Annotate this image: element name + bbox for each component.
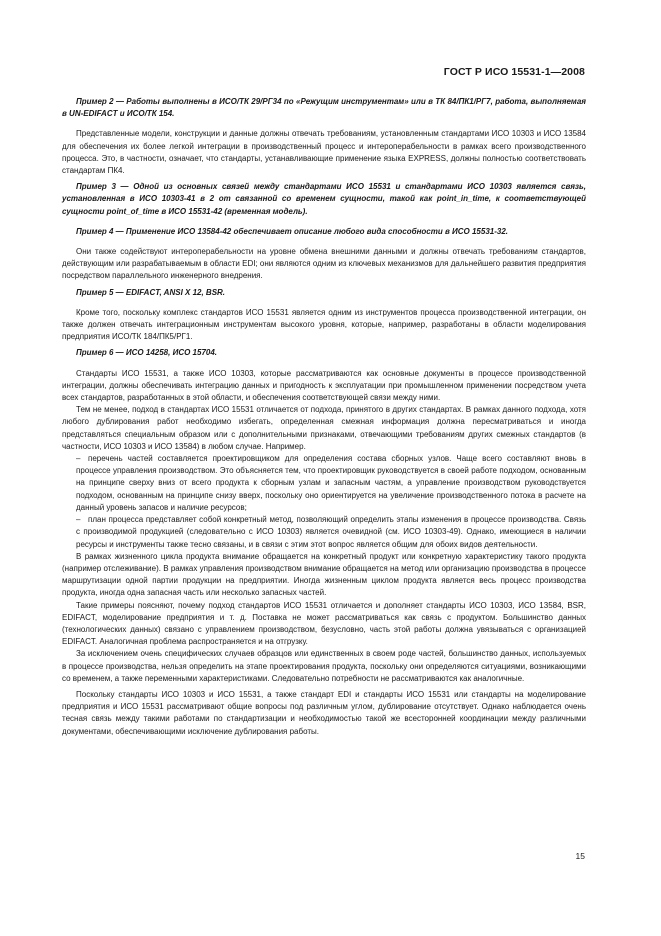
list-item-parts-list [62,453,586,514]
list-item-process-plan [62,514,586,551]
paragraph-exceptions: За исключением очень специфических случаев образцов или единственных в своем роде частей, большинство данных, используемых в процессе производства, нельзя определить на этапе проектирования продукта, поскольку они определяются ситуациями, возникающими со временем, а также переменными характеристиками. Следовательно потребности не рассматриваются как аналогичные. [62,649,586,683]
paragraph-approach-differs: Тем не менее, подход в стандартах ИСО 15531 отличается от подхода, принятого в других стандартах. В рамках данного подхода, хотя любого дублирования работ необходимо избегать, определенная смежная информация должна пересматриваться и иногда представляться специальным образом или с дополнительными признаками, отвечающими требованиям других смежных стандартов (в частности, ИСО 10303 и ИСО 13584) в любом случае. Например. [62,405,586,451]
example-2: Пример 2 — Работы выполнены в ИСО/ТК 29/РГ34 по «Режущим инструментам» или в ТК 84/ПК1/РГ7, работа, выполняемая в UN-EDIFACT и ИСО/ТК 154. [62,97,586,119]
list-item-text: перечень частей составляется проектировщиком для определения состава сборных узлов. Чаще всего составляют вновь в процессе управления производством. Это объясняется тем, что проектировщик руководствуется в своей работе подходом, основанным на принципе сверху вниз от всего продукта к сборным узлам и запасным частям, а управление производством руководствуется подходом, основанным на принципе снизу вверх, поскольку оно ориентируется на увеличение производственного потока в расчете на данный уровень запасов и наличие ресурсов; [76,454,586,512]
paragraph-integration-tools: Кроме того, поскольку комплекс стандартов ИСО 15531 является одним из инструментов процесса производственной интеграции, он также должен отвечать интеграционным инструментам высокого уровня, которые, например, разработаны в области моделирования предприятия ИСО/ТК 184/ПК5/РГ1. [62,307,586,342]
example-6: Пример 6 — ИСО 14258, ИСО 15704. [76,348,218,358]
page-number: 15 [575,851,585,861]
example-4: Пример 4 — Применение ИСО 13584-42 обеспечивает описание любого вида способности в ИСО 15531-32. [76,226,509,236]
paragraph-no-duplication: Поскольку стандарты ИСО 10303 и ИСО 15531, а также стандарт EDI и стандарты ИСО 15531 или стандарты на моделирование предприятия и ИСО 15531 рассматривают общие вопросы под различным углом, дублирование отсутствует. Однако наблюдается очень тесная связь между такими работами по стандартизации и необходимостью такой же всесторонней координации между различными документами, обеспечивающими исключение дублирования работы. [62,689,586,736]
paragraph-edi-interoperability: Они также содействуют интероперабельности на уровне обмена внешними данными и должны отвечать требованиям стандартов, действующим или разрабатываемым в области EDI; они являются одним из ключевых механизмов для дальнейшего развития предприятия посредством параллельного инженерного внедрения. [62,247,586,281]
list-item-text: план процесса представляет собой конкретный метод, позволяющий определить этапы изменения в процессе производства. Связь с производимой продукцией (следовательно с ИСО 10303) является очевидной (см. ИСО 10303-49). Однако, имеющиеся в наличии ресурсы и инструменты также тесно связаны, и в связи с этим этот вопрос является общим для обоих видов деятельности. [76,515,586,549]
paragraph-models-requirements: Представленные модели, конструкции и данные должны отвечать требованиям, установленным стандартами ИСО 10303 и ИСО 13584 для обеспечения их более легкой интеграции в производственный процесс и интероперабельности в рамках всего производственного процесса. Это, в частности, означает, что стандарты, устанавливающие применение языка EXPRESS, должны полностью соответствовать стандартам ПК4. [62,129,586,176]
dash-marker: – [76,454,81,464]
paragraph-examples-explain: Такие примеры поясняют, почему подход стандартов ИСО 15531 отличается и дополняет стандарты ИСО 10303, ИСО 13584, BSR, EDIFACT, моделирование предприятия и т. д. Поставка не может рассматриваться как связь с продуктом. Большинство данных (технологических данных) связано с управлением производством, безусловно, часть этой работы должна увязываться с организацией EDIFACT. Аналогичная проблема распространяется и на отгрузку. [62,600,586,647]
paragraph-product-lifecycle: В рамках жизненного цикла продукта внимание обращается на конкретный продукт или конкретную характеристику такого продукта (например отслеживание). В рамках управления производством внимание обращается на метод или организацию производства в процессе маршрутизации одной партии продукции на предприятии. Иногда жизненным циклом продукта является весь процесс производства продукта, иногда одна запасная часть или несколько запасных частей. [62,551,586,598]
example-3: Пример 3 — Одной из основных связей между стандартами ИСО 15531 и стандартами ИСО 10303 является связь, установленная в ИСО 10303-41 в 2 от связанной со временем сущности, такой как point_in_time, к соответствующей сущности point_of_time в ИСО 15531-42 (временная модель). [62,182,586,216]
dash-marker: – [76,515,81,525]
document-body [62,92,586,738]
example-5: Пример 5 — EDIFACT, ANSI X 12, BSR. [76,287,226,297]
standard-header: ГОСТ Р ИСО 15531-1—2008 [443,66,585,78]
paragraph-data-integration: Стандарты ИСО 15531, а также ИСО 10303, которые рассматриваются как основные документы в процессе производственной интеграции, должны обеспечивать интеграцию данных и пригодность к эксплуатации при промышленном применении посредством учета всех стандартов, разработанных в этой области, и обеспечения соответствующей связи между ними. [62,368,586,403]
